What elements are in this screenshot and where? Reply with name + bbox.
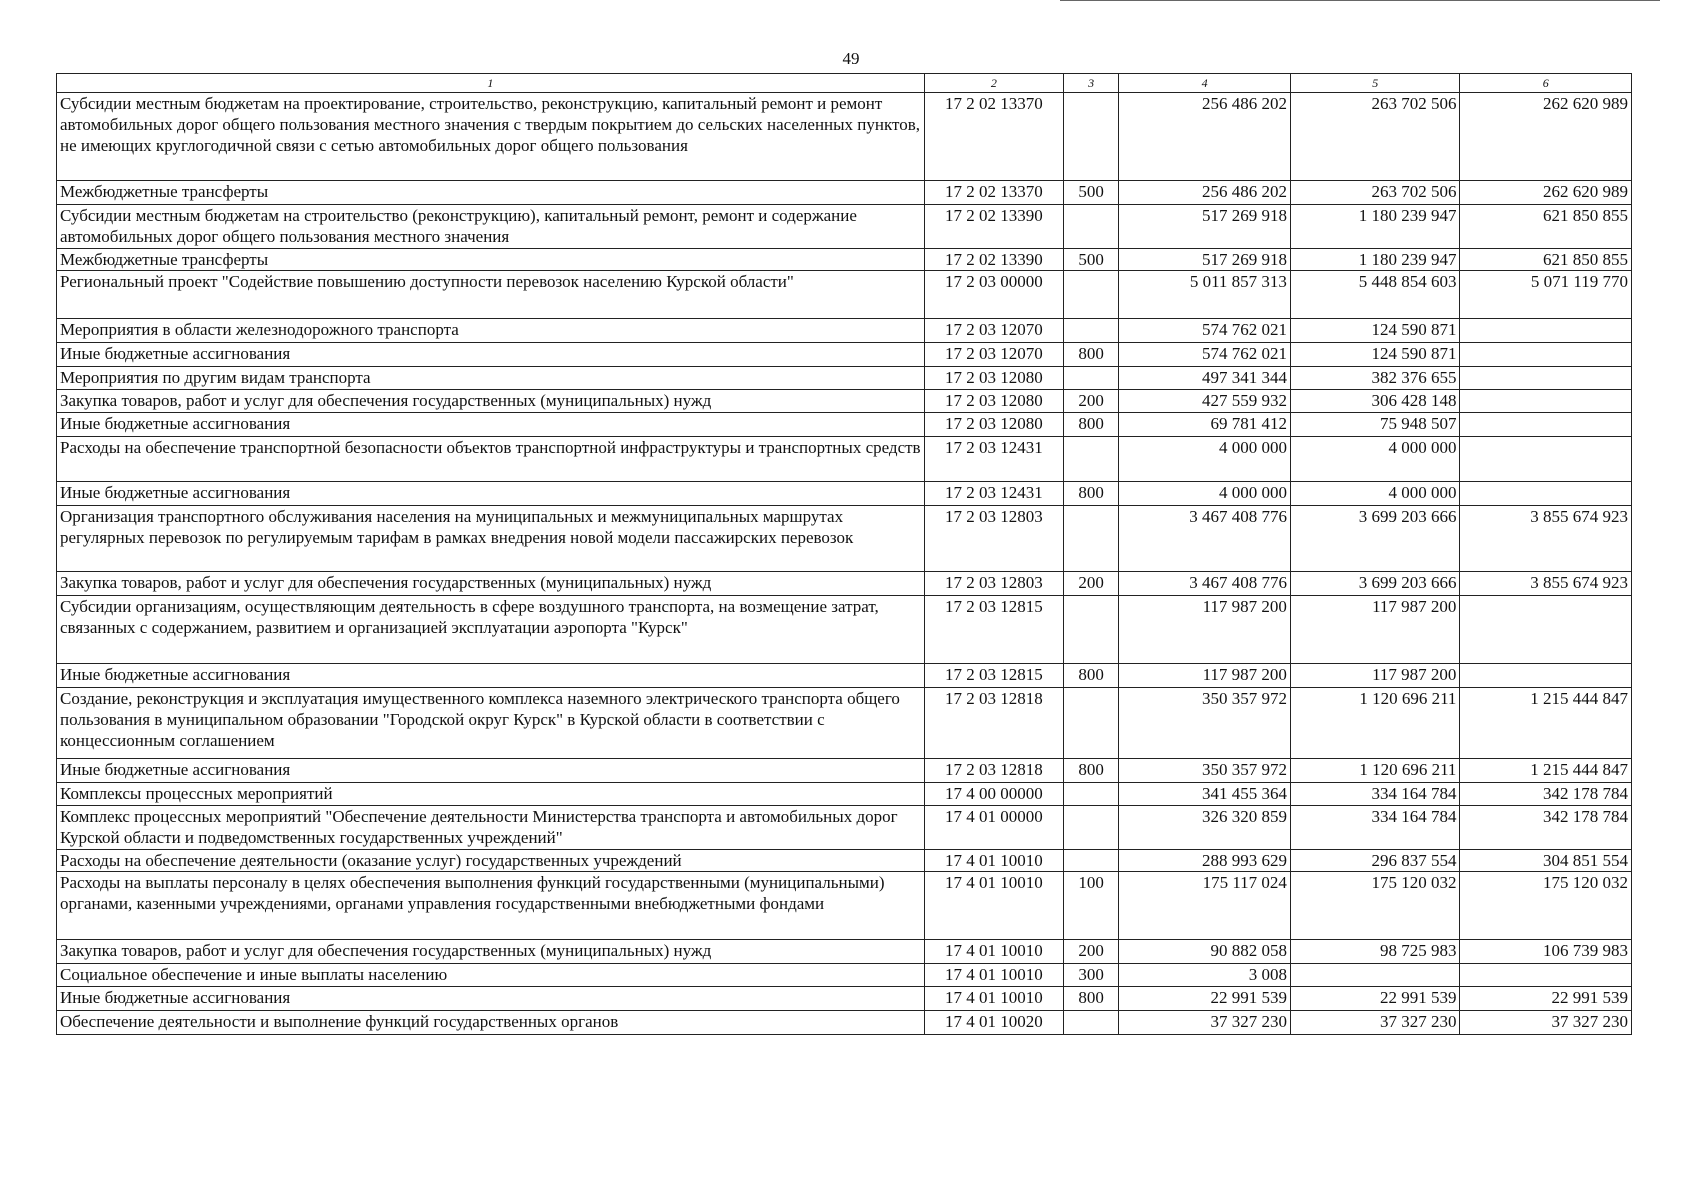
column-number-row <box>57 74 1632 93</box>
row-value-col6-cell: 3 855 674 923 <box>1460 572 1632 596</box>
row-value-col5-cell: 306 428 148 <box>1290 390 1460 413</box>
row-value-col5-cell: 3 699 203 666 <box>1290 506 1460 572</box>
row-name-cell: Комплекс процессных мероприятий "Обеспечение деятельности Министерства транспорта и автомобильных дорог Курской области и подведомственных государственных учреждений" <box>57 806 925 850</box>
column-header: 6 <box>1460 74 1632 93</box>
row-code-cell: 17 2 03 12803 <box>924 572 1063 596</box>
row-value-col4-cell: 3 008 <box>1119 964 1291 987</box>
table-row <box>57 872 1632 940</box>
table-row <box>57 181 1632 205</box>
row-value-col5-cell: 98 725 983 <box>1290 940 1460 964</box>
row-name-cell: Межбюджетные трансферты <box>57 181 925 205</box>
table-row <box>57 271 1632 319</box>
row-expense-type-cell <box>1063 93 1118 181</box>
row-name-cell: Иные бюджетные ассигнования <box>57 664 925 688</box>
row-code-cell: 17 4 01 10010 <box>924 850 1063 872</box>
row-expense-type-cell: 800 <box>1063 482 1118 506</box>
table-row <box>57 759 1632 783</box>
row-value-col4-cell: 90 882 058 <box>1119 940 1291 964</box>
row-value-col5-cell: 334 164 784 <box>1290 806 1460 850</box>
row-value-col5-cell: 4 000 000 <box>1290 437 1460 482</box>
row-value-col6-cell: 342 178 784 <box>1460 783 1632 806</box>
row-expense-type-cell: 800 <box>1063 759 1118 783</box>
row-code-cell: 17 2 03 12815 <box>924 596 1063 664</box>
row-name-cell: Иные бюджетные ассигнования <box>57 482 925 506</box>
table-row <box>57 482 1632 506</box>
row-name-cell: Иные бюджетные ассигнования <box>57 759 925 783</box>
budget-table <box>56 73 1632 1035</box>
table-body <box>57 93 1632 1035</box>
row-code-cell: 17 2 03 12070 <box>924 319 1063 343</box>
table-row <box>57 93 1632 181</box>
row-expense-type-cell: 800 <box>1063 343 1118 367</box>
row-name-cell: Социальное обеспечение и иные выплаты населению <box>57 964 925 987</box>
table-row <box>57 850 1632 872</box>
row-value-col4-cell: 350 357 972 <box>1119 688 1291 759</box>
table-row <box>57 249 1632 271</box>
row-expense-type-cell <box>1063 806 1118 850</box>
row-name-cell: Субсидии организациям, осуществляющим деятельность в сфере воздушного транспорта, на возмещение затрат, связанных с содержанием, развитием и организацией эксплуатации аэропорта "Курск" <box>57 596 925 664</box>
row-expense-type-cell <box>1063 506 1118 572</box>
row-value-col5-cell <box>1290 964 1460 987</box>
table-row <box>57 390 1632 413</box>
row-name-cell: Мероприятия в области железнодорожного транспорта <box>57 319 925 343</box>
row-name-cell: Иные бюджетные ассигнования <box>57 987 925 1011</box>
row-expense-type-cell: 100 <box>1063 872 1118 940</box>
row-value-col5-cell: 263 702 506 <box>1290 93 1460 181</box>
row-code-cell: 17 2 02 13390 <box>924 205 1063 249</box>
row-code-cell: 17 2 03 00000 <box>924 271 1063 319</box>
row-code-cell: 17 2 03 12431 <box>924 437 1063 482</box>
row-expense-type-cell: 800 <box>1063 664 1118 688</box>
row-value-col6-cell: 3 855 674 923 <box>1460 506 1632 572</box>
row-name-cell: Субсидии местным бюджетам на строительство (реконструкцию), капитальный ремонт, ремонт и содержание автомобильных дорог общего пользования местного значения <box>57 205 925 249</box>
row-name-cell: Региональный проект "Содействие повышению доступности перевозок населению Курской области" <box>57 271 925 319</box>
row-value-col5-cell: 1 120 696 211 <box>1290 688 1460 759</box>
row-value-col5-cell: 117 987 200 <box>1290 596 1460 664</box>
row-value-col6-cell: 304 851 554 <box>1460 850 1632 872</box>
row-code-cell: 17 2 03 12803 <box>924 506 1063 572</box>
row-expense-type-cell: 800 <box>1063 413 1118 437</box>
row-value-col5-cell: 124 590 871 <box>1290 319 1460 343</box>
row-value-col6-cell <box>1460 664 1632 688</box>
row-value-col4-cell: 427 559 932 <box>1119 390 1291 413</box>
table-row <box>57 783 1632 806</box>
row-name-cell: Комплексы процессных мероприятий <box>57 783 925 806</box>
table-row <box>57 664 1632 688</box>
row-value-col6-cell: 262 620 989 <box>1460 93 1632 181</box>
page-number: 49 <box>842 49 860 68</box>
table-row <box>57 1011 1632 1035</box>
row-value-col4-cell: 3 467 408 776 <box>1119 506 1291 572</box>
row-value-col4-cell: 4 000 000 <box>1119 437 1291 482</box>
row-name-cell: Закупка товаров, работ и услуг для обеспечения государственных (муниципальных) нужд <box>57 572 925 596</box>
row-value-col6-cell: 106 739 983 <box>1460 940 1632 964</box>
row-code-cell: 17 4 01 10010 <box>924 987 1063 1011</box>
row-value-col6-cell: 175 120 032 <box>1460 872 1632 940</box>
row-expense-type-cell: 200 <box>1063 390 1118 413</box>
row-expense-type-cell <box>1063 271 1118 319</box>
row-value-col6-cell: 1 215 444 847 <box>1460 688 1632 759</box>
row-value-col4-cell: 497 341 344 <box>1119 367 1291 390</box>
row-code-cell: 17 2 03 12070 <box>924 343 1063 367</box>
table-row <box>57 437 1632 482</box>
table-row <box>57 413 1632 437</box>
row-name-cell: Иные бюджетные ассигнования <box>57 343 925 367</box>
row-name-cell: Закупка товаров, работ и услуг для обеспечения государственных (муниципальных) нужд <box>57 940 925 964</box>
row-value-col6-cell: 342 178 784 <box>1460 806 1632 850</box>
row-value-col6-cell <box>1460 413 1632 437</box>
row-value-col4-cell: 117 987 200 <box>1119 596 1291 664</box>
row-value-col6-cell <box>1460 596 1632 664</box>
table-row <box>57 596 1632 664</box>
table-row <box>57 319 1632 343</box>
row-value-col6-cell: 37 327 230 <box>1460 1011 1632 1035</box>
table-row <box>57 506 1632 572</box>
row-value-col5-cell: 1 180 239 947 <box>1290 249 1460 271</box>
row-expense-type-cell <box>1063 319 1118 343</box>
row-value-col6-cell: 22 991 539 <box>1460 987 1632 1011</box>
row-value-col5-cell: 334 164 784 <box>1290 783 1460 806</box>
row-expense-type-cell <box>1063 596 1118 664</box>
row-code-cell: 17 2 03 12080 <box>924 413 1063 437</box>
row-code-cell: 17 2 03 12815 <box>924 664 1063 688</box>
row-value-col5-cell: 1 180 239 947 <box>1290 205 1460 249</box>
row-value-col5-cell: 175 120 032 <box>1290 872 1460 940</box>
row-code-cell: 17 4 00 00000 <box>924 783 1063 806</box>
row-expense-type-cell <box>1063 783 1118 806</box>
row-value-col5-cell: 1 120 696 211 <box>1290 759 1460 783</box>
row-expense-type-cell: 200 <box>1063 940 1118 964</box>
row-value-col6-cell <box>1460 343 1632 367</box>
row-expense-type-cell: 200 <box>1063 572 1118 596</box>
table-row <box>57 343 1632 367</box>
row-expense-type-cell <box>1063 437 1118 482</box>
row-code-cell: 17 2 03 12818 <box>924 759 1063 783</box>
row-value-col4-cell: 341 455 364 <box>1119 783 1291 806</box>
row-value-col6-cell: 262 620 989 <box>1460 181 1632 205</box>
row-value-col4-cell: 4 000 000 <box>1119 482 1291 506</box>
row-code-cell: 17 4 01 00000 <box>924 806 1063 850</box>
column-header: 2 <box>924 74 1063 93</box>
row-name-cell: Создание, реконструкция и эксплуатация имущественного комплекса наземного электрического транспорта общего пользования в муниципальном образовании "Городской округ Курск" в Курской области в соответствии с концессионным соглашением <box>57 688 925 759</box>
row-code-cell: 17 2 03 12080 <box>924 367 1063 390</box>
row-code-cell: 17 4 01 10010 <box>924 940 1063 964</box>
row-value-col4-cell: 117 987 200 <box>1119 664 1291 688</box>
table-row <box>57 367 1632 390</box>
row-name-cell: Мероприятия по другим видам транспорта <box>57 367 925 390</box>
row-value-col5-cell: 296 837 554 <box>1290 850 1460 872</box>
row-code-cell: 17 4 01 10010 <box>924 964 1063 987</box>
row-value-col4-cell: 574 762 021 <box>1119 319 1291 343</box>
row-value-col4-cell: 5 011 857 313 <box>1119 271 1291 319</box>
row-value-col5-cell: 117 987 200 <box>1290 664 1460 688</box>
row-code-cell: 17 2 02 13370 <box>924 181 1063 205</box>
row-name-cell: Расходы на обеспечение деятельности (оказание услуг) государственных учреждений <box>57 850 925 872</box>
row-value-col4-cell: 69 781 412 <box>1119 413 1291 437</box>
row-value-col6-cell <box>1460 964 1632 987</box>
row-value-col5-cell: 124 590 871 <box>1290 343 1460 367</box>
row-expense-type-cell <box>1063 367 1118 390</box>
row-value-col4-cell: 574 762 021 <box>1119 343 1291 367</box>
row-value-col6-cell: 621 850 855 <box>1460 249 1632 271</box>
row-name-cell: Межбюджетные трансферты <box>57 249 925 271</box>
row-value-col5-cell: 4 000 000 <box>1290 482 1460 506</box>
row-value-col6-cell <box>1460 319 1632 343</box>
row-expense-type-cell <box>1063 205 1118 249</box>
table-header <box>57 74 1632 93</box>
column-header: 5 <box>1290 74 1460 93</box>
row-value-col4-cell: 256 486 202 <box>1119 93 1291 181</box>
row-value-col4-cell: 326 320 859 <box>1119 806 1291 850</box>
table-row <box>57 572 1632 596</box>
row-code-cell: 17 2 03 12818 <box>924 688 1063 759</box>
row-expense-type-cell <box>1063 1011 1118 1035</box>
row-code-cell: 17 4 01 10010 <box>924 872 1063 940</box>
row-expense-type-cell: 500 <box>1063 181 1118 205</box>
row-value-col5-cell: 37 327 230 <box>1290 1011 1460 1035</box>
row-value-col5-cell: 263 702 506 <box>1290 181 1460 205</box>
row-value-col5-cell: 382 376 655 <box>1290 367 1460 390</box>
row-value-col4-cell: 517 269 918 <box>1119 205 1291 249</box>
table-row <box>57 806 1632 850</box>
row-value-col4-cell: 288 993 629 <box>1119 850 1291 872</box>
row-value-col6-cell <box>1460 482 1632 506</box>
row-value-col6-cell <box>1460 390 1632 413</box>
row-name-cell: Закупка товаров, работ и услуг для обеспечения государственных (муниципальных) нужд <box>57 390 925 413</box>
row-value-col6-cell: 5 071 119 770 <box>1460 271 1632 319</box>
row-name-cell: Иные бюджетные ассигнования <box>57 413 925 437</box>
row-name-cell: Субсидии местным бюджетам на проектирование, строительство, реконструкцию, капитальный ремонт и ремонт автомобильных дорог общего пользования местного значения с твердым покрытием до сельских населенных пунктов, не имеющих круглогодичной связи с сетью автомобильных дорог общего пользования <box>57 93 925 181</box>
row-value-col6-cell: 621 850 855 <box>1460 205 1632 249</box>
row-expense-type-cell <box>1063 688 1118 759</box>
row-expense-type-cell: 800 <box>1063 987 1118 1011</box>
column-header: 1 <box>57 74 925 93</box>
row-value-col5-cell: 5 448 854 603 <box>1290 271 1460 319</box>
row-expense-type-cell <box>1063 850 1118 872</box>
row-value-col6-cell <box>1460 367 1632 390</box>
row-value-col6-cell: 1 215 444 847 <box>1460 759 1632 783</box>
row-value-col4-cell: 3 467 408 776 <box>1119 572 1291 596</box>
row-code-cell: 17 2 02 13390 <box>924 249 1063 271</box>
row-code-cell: 17 2 03 12431 <box>924 482 1063 506</box>
row-name-cell: Обеспечение деятельности и выполнение функций государственных органов <box>57 1011 925 1035</box>
row-value-col4-cell: 350 357 972 <box>1119 759 1291 783</box>
table-row <box>57 964 1632 987</box>
row-name-cell: Организация транспортного обслуживания населения на муниципальных и межмуниципальных маршрутах регулярных перевозок по регулируемым тарифам в рамках внедрения новой модели пассажирских перевозок <box>57 506 925 572</box>
row-code-cell: 17 2 03 12080 <box>924 390 1063 413</box>
table-row <box>57 688 1632 759</box>
row-expense-type-cell: 500 <box>1063 249 1118 271</box>
column-header: 3 <box>1063 74 1118 93</box>
row-name-cell: Расходы на обеспечение транспортной безопасности объектов транспортной инфраструктуры и транспортных средств <box>57 437 925 482</box>
row-expense-type-cell: 300 <box>1063 964 1118 987</box>
table-row <box>57 205 1632 249</box>
top-edge-line <box>1060 0 1660 2</box>
row-value-col5-cell: 3 699 203 666 <box>1290 572 1460 596</box>
row-value-col4-cell: 175 117 024 <box>1119 872 1291 940</box>
table-row <box>57 940 1632 964</box>
row-value-col4-cell: 22 991 539 <box>1119 987 1291 1011</box>
row-code-cell: 17 4 01 10020 <box>924 1011 1063 1035</box>
row-value-col4-cell: 517 269 918 <box>1119 249 1291 271</box>
row-name-cell: Расходы на выплаты персоналу в целях обеспечения выполнения функций государственными (муниципальными) органами, казенными учреждениями, органами управления государственными внебюджетными фондами <box>57 872 925 940</box>
row-value-col6-cell <box>1460 437 1632 482</box>
row-value-col4-cell: 256 486 202 <box>1119 181 1291 205</box>
row-value-col5-cell: 22 991 539 <box>1290 987 1460 1011</box>
row-value-col4-cell: 37 327 230 <box>1119 1011 1291 1035</box>
column-header: 4 <box>1119 74 1291 93</box>
table-row <box>57 987 1632 1011</box>
row-value-col5-cell: 75 948 507 <box>1290 413 1460 437</box>
row-code-cell: 17 2 02 13370 <box>924 93 1063 181</box>
